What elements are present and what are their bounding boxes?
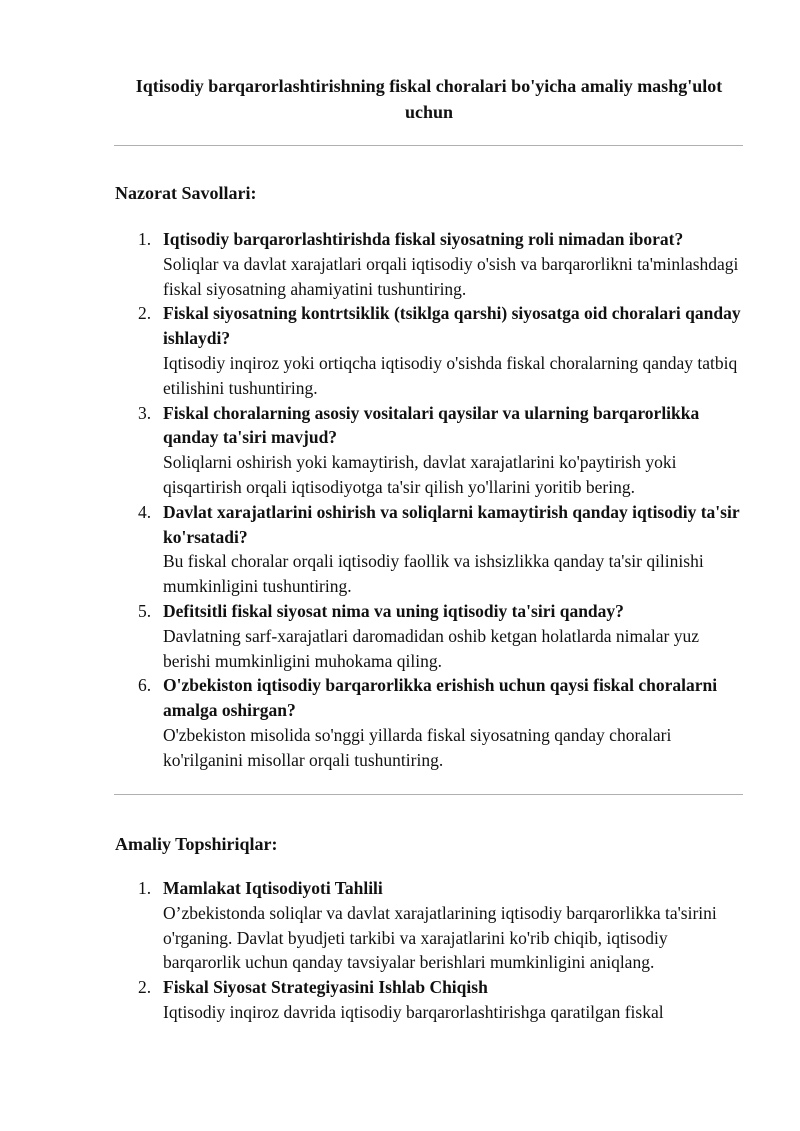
item-question: Defitsitli fiskal siyosat nima va uning iqtisodiy ta'siri qanday? [163, 600, 624, 621]
practical-tasks-list [0, 876, 800, 1025]
control-questions-list [0, 227, 800, 773]
item-description: O’zbekistonda soliqlar va davlat xarajatlarining iqtisodiy barqarorlikka ta'sirini o'rganing. Davlat byudjeti tarkibi va xarajatlarini ko'rib chiqib, iqtisodiy barqarorlik uchun qanday tavsiyalar berishlari mumkinligini aniqlang. [163, 902, 717, 973]
list-item [0, 301, 743, 400]
item-description: Soliqlarni oshirish yoki kamaytirish, davlat xarajatlarini ko'paytirish yoki qisqartirish orqali iqtisodiyotga ta'sir qilish yo'llarini yoritib bering. [163, 452, 677, 497]
item-question: Fiskal siyosatning kontrtsiklik (tsiklga qarshi) siyosatga oid choralari qanday ishlaydi? [163, 303, 741, 349]
item-description: Iqtisodiy inqiroz davrida iqtisodiy barqarorlashtirishga qaratilgan fiskal [163, 1001, 664, 1022]
item-question: Davlat xarajatlarini oshirish va soliqlarni kamaytirish qanday iqtisodiy ta'sir ko'rsatadi? [163, 501, 740, 547]
section-heading-nazorat: Nazorat Savollari: [115, 183, 257, 203]
item-number: 3. [138, 402, 152, 423]
item-description: O'zbekiston misolida so'nggi yillarda fiskal siyosatning qanday choralari ko'rilganini misollar orqali tushuntiring. [163, 724, 672, 770]
item-number: 1. [138, 229, 152, 249]
item-number: 4. [138, 501, 152, 522]
section-heading-amaliy: Amaliy Topshiriqlar: [115, 834, 278, 854]
item-title: Fiskal Siyosat Strategiyasini Ishlab Chiqish [163, 977, 488, 998]
item-description: Bu fiskal choralar orqali iqtisodiy faollik va ishsizlikka qanday ta'sir qilinishi mumkinligini tushuntiring. [163, 551, 704, 597]
item-description: Davlatning sarf-xarajatlari daromadidan oshib ketgan holatlarda nimalar yuz berishi mumkinligini muhokama qiling. [163, 625, 699, 671]
list-item [0, 500, 743, 599]
item-number: 2. [138, 303, 152, 324]
item-description: Soliqlar va davlat xarajatlari orqali iqtisodiy o'sish va barqarorlikni ta'minlashdagi fiskal siyosatning ahamiyatini tushuntiring. [163, 253, 739, 299]
divider [114, 145, 743, 146]
item-question: Iqtisodiy barqarorlashtirishda fiskal siyosatning roli nimadan iborat? [163, 229, 684, 249]
item-title: Mamlakat Iqtisodiyoti Tahlili [163, 878, 383, 898]
list-item [0, 599, 743, 673]
item-number: 2. [138, 977, 152, 998]
item-number: 1. [138, 878, 152, 898]
item-question: O'zbekiston iqtisodiy barqarorlikka erishish uchun qaysi fiskal choralarni amalga oshirgan? [163, 675, 718, 721]
item-number: 6. [138, 675, 152, 696]
item-question: Fiskal choralarning asosiy vositalari qaysilar va ularning barqarorlikka qanday ta'siri mavjud? [163, 402, 700, 448]
item-description: Iqtisodiy inqiroz yoki ortiqcha iqtisodiy o'sishda fiskal choralarning qanday tatbiq etilishini tushuntiring. [163, 352, 738, 398]
divider [114, 794, 743, 795]
list-item [0, 673, 743, 772]
list-item [0, 975, 743, 1025]
page-title: Iqtisodiy barqarorlashtirishning fiskal choralari bo'yicha amaliy mashg'ulot uchun [135, 76, 723, 122]
item-number: 5. [138, 600, 152, 621]
list-item [0, 227, 743, 301]
list-item [0, 401, 743, 500]
list-item [0, 876, 743, 975]
